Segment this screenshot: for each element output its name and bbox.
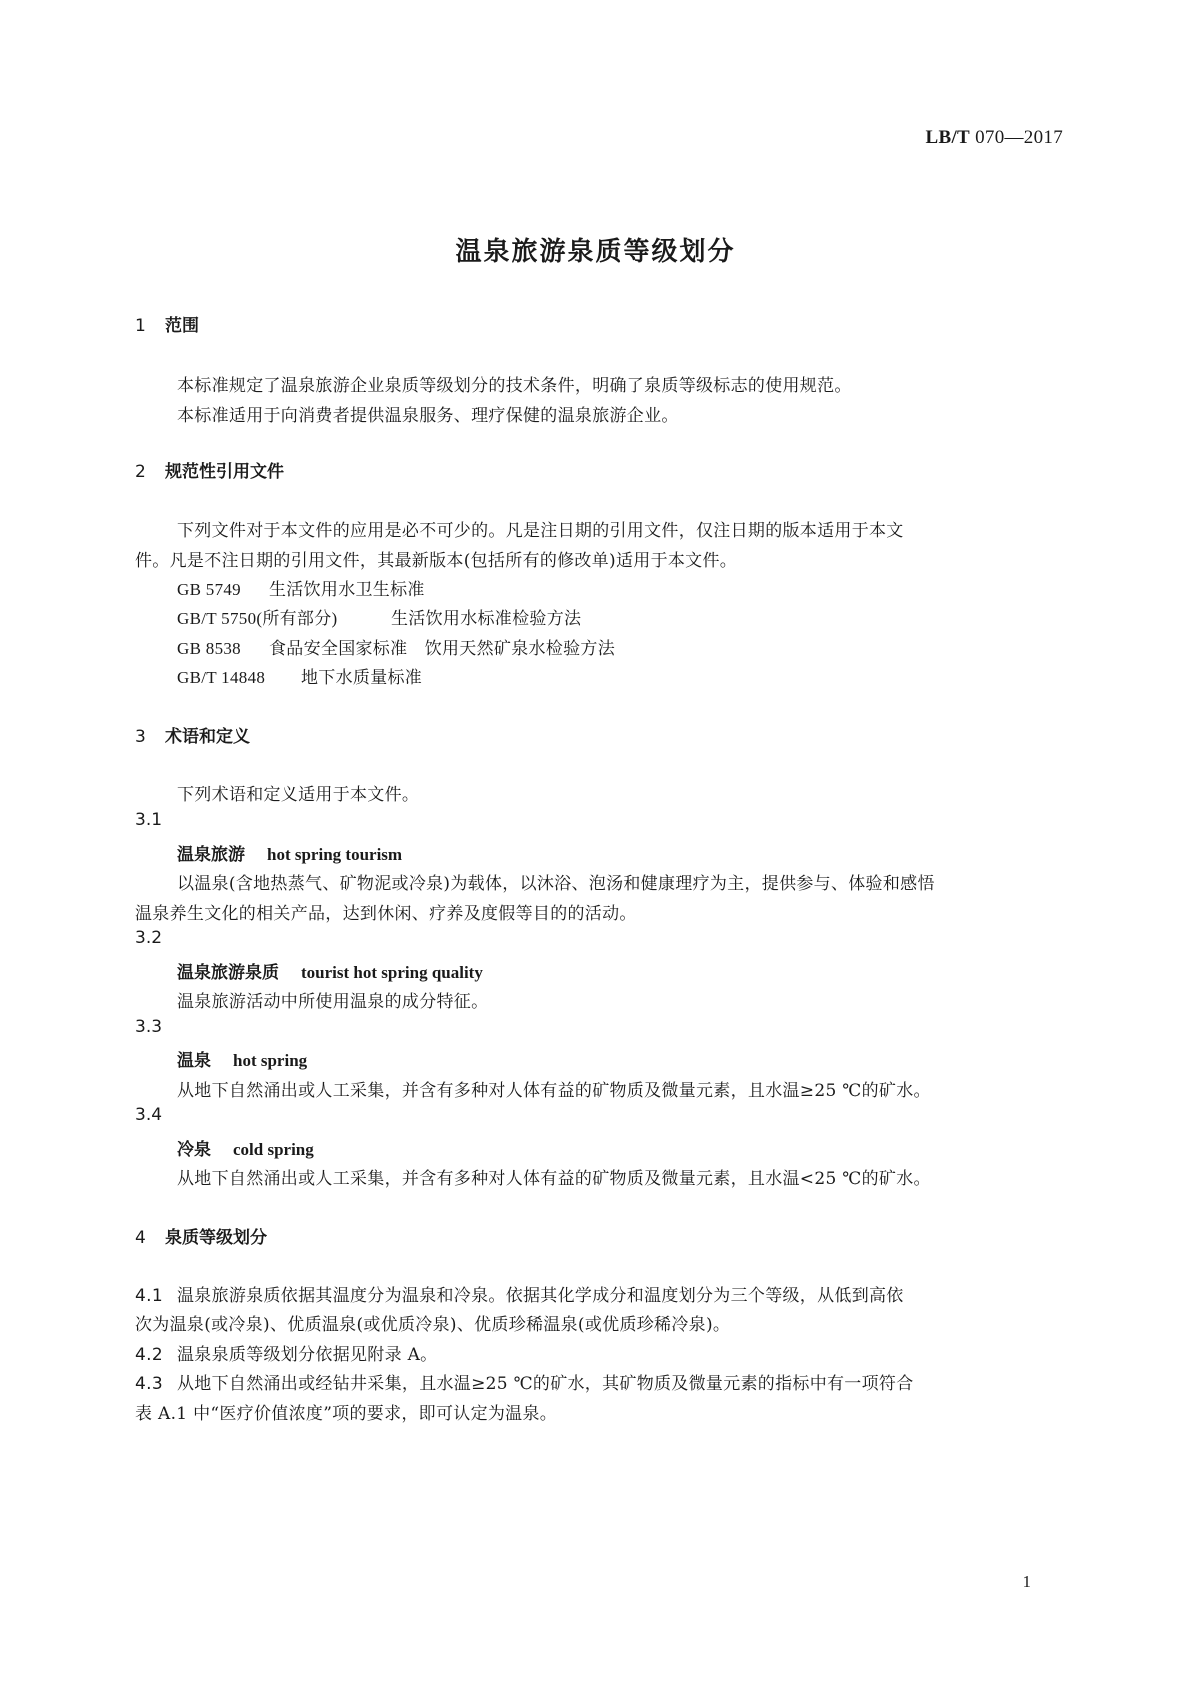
term-number: 3.2 bbox=[135, 928, 163, 948]
section-number: 3 bbox=[135, 727, 146, 747]
standard-code-number: 070—2017 bbox=[975, 127, 1063, 148]
reference-code: GB/T 14848 bbox=[177, 668, 266, 687]
term-heading bbox=[177, 1046, 307, 1071]
term-definition-line: 从地下自然涌出或人工采集，并含有多种对人体有益的矿物质及微量元素，且水温≥25 ℃的矿水。 bbox=[177, 1081, 931, 1101]
reference-title: 地下水质量标准 bbox=[301, 668, 423, 688]
clause-text: 温泉泉质等级划分依据见附录 A。 bbox=[177, 1345, 438, 1365]
term-heading bbox=[177, 958, 483, 983]
section-number: 2 bbox=[135, 462, 146, 482]
clause-number: 4.3 bbox=[135, 1374, 163, 1394]
term-definition-line: 温泉旅游活动中所使用温泉的成分特征。 bbox=[177, 992, 489, 1012]
paragraph: 下列术语和定义适用于本文件。 bbox=[177, 785, 420, 805]
term-heading bbox=[177, 840, 402, 865]
reference-item bbox=[177, 634, 615, 659]
reference-item bbox=[177, 575, 425, 600]
term-definition-line: 从地下自然涌出或人工采集，并含有多种对人体有益的矿物质及微量元素，且水温<25 ℃的矿水。 bbox=[177, 1169, 931, 1189]
section-number: 1 bbox=[135, 316, 146, 336]
standard-code bbox=[926, 127, 1063, 149]
term-zh: 温泉旅游泉质 bbox=[177, 963, 279, 983]
term-en: hot spring bbox=[233, 1051, 308, 1070]
paragraph: 本标准规定了温泉旅游企业泉质等级划分的技术条件，明确了泉质等级标志的使用规范。 bbox=[177, 376, 852, 396]
clause-text: 温泉旅游泉质依据其温度分为温泉和冷泉。依据其化学成分和温度划分为三个等级，从低到高依 bbox=[177, 1286, 904, 1306]
section-title: 规范性引用文件 bbox=[165, 462, 284, 482]
term-zh: 温泉旅游 bbox=[177, 845, 245, 865]
reference-code: GB/T 5750(所有部分) bbox=[177, 609, 338, 628]
term-number: 3.4 bbox=[135, 1105, 163, 1125]
clause-number: 4.2 bbox=[135, 1345, 163, 1365]
standard-code-prefix: LB/T bbox=[925, 127, 971, 148]
term-number: 3.1 bbox=[135, 810, 163, 830]
clause-line bbox=[135, 1340, 437, 1365]
term-zh: 温泉 bbox=[177, 1051, 211, 1071]
reference-code: GB 8538 bbox=[177, 639, 241, 658]
clause-text: 从地下自然涌出或经钻井采集，且水温≥25 ℃的矿水，其矿物质及微量元素的指标中有一项符合 bbox=[177, 1374, 914, 1394]
paragraph-line: 下列文件对于本文件的应用是必不可少的。凡是注日期的引用文件，仅注日期的版本适用于本文 bbox=[177, 521, 904, 541]
section-title: 范围 bbox=[165, 316, 199, 336]
section-title: 术语和定义 bbox=[165, 727, 250, 747]
term-en: tourist hot spring quality bbox=[301, 963, 483, 982]
term-definition-line: 以温泉(含地热蒸气、矿物泥或冷泉)为载体，以沐浴、泡汤和健康理疗为主，提供参与、体验和感悟 bbox=[177, 874, 935, 894]
reference-title: 生活饮用水标准检验方法 bbox=[391, 609, 582, 629]
paragraph-line: 件。凡是不注日期的引用文件，其最新版本(包括所有的修改单)适用于本文件。 bbox=[135, 551, 738, 571]
page-number: 1 bbox=[1022, 1572, 1031, 1591]
reference-title: 生活饮用水卫生标准 bbox=[269, 580, 425, 600]
section-1-heading bbox=[135, 311, 199, 336]
section-number: 4 bbox=[135, 1228, 146, 1248]
reference-code: GB 5749 bbox=[177, 580, 241, 599]
term-zh: 冷泉 bbox=[177, 1140, 211, 1160]
clause-line: 次为温泉(或冷泉)、优质温泉(或优质冷泉)、优质珍稀温泉(或优质珍稀冷泉)。 bbox=[135, 1315, 731, 1335]
section-title: 泉质等级划分 bbox=[165, 1228, 267, 1248]
section-4-heading bbox=[135, 1223, 267, 1248]
term-heading bbox=[177, 1135, 314, 1160]
clause-line: 表 A.1 中“医疗价值浓度”项的要求，即可认定为温泉。 bbox=[135, 1404, 558, 1424]
clause-line bbox=[135, 1369, 914, 1394]
clause-number: 4.1 bbox=[135, 1286, 163, 1306]
section-2-heading bbox=[135, 457, 284, 482]
document-title: 温泉旅游泉质等级划分 bbox=[455, 237, 736, 267]
term-definition-line: 温泉养生文化的相关产品，达到休闲、疗养及度假等目的的活动。 bbox=[135, 904, 637, 924]
term-en: cold spring bbox=[233, 1140, 314, 1159]
term-number: 3.3 bbox=[135, 1017, 163, 1037]
reference-item bbox=[177, 604, 581, 629]
term-en: hot spring tourism bbox=[267, 845, 403, 864]
reference-item bbox=[177, 663, 422, 688]
clause-line bbox=[135, 1281, 904, 1306]
section-3-heading bbox=[135, 722, 250, 747]
reference-title: 食品安全国家标准 饮用天然矿泉水检验方法 bbox=[269, 639, 615, 659]
paragraph: 本标准适用于向消费者提供温泉服务、理疗保健的温泉旅游企业。 bbox=[177, 406, 679, 426]
